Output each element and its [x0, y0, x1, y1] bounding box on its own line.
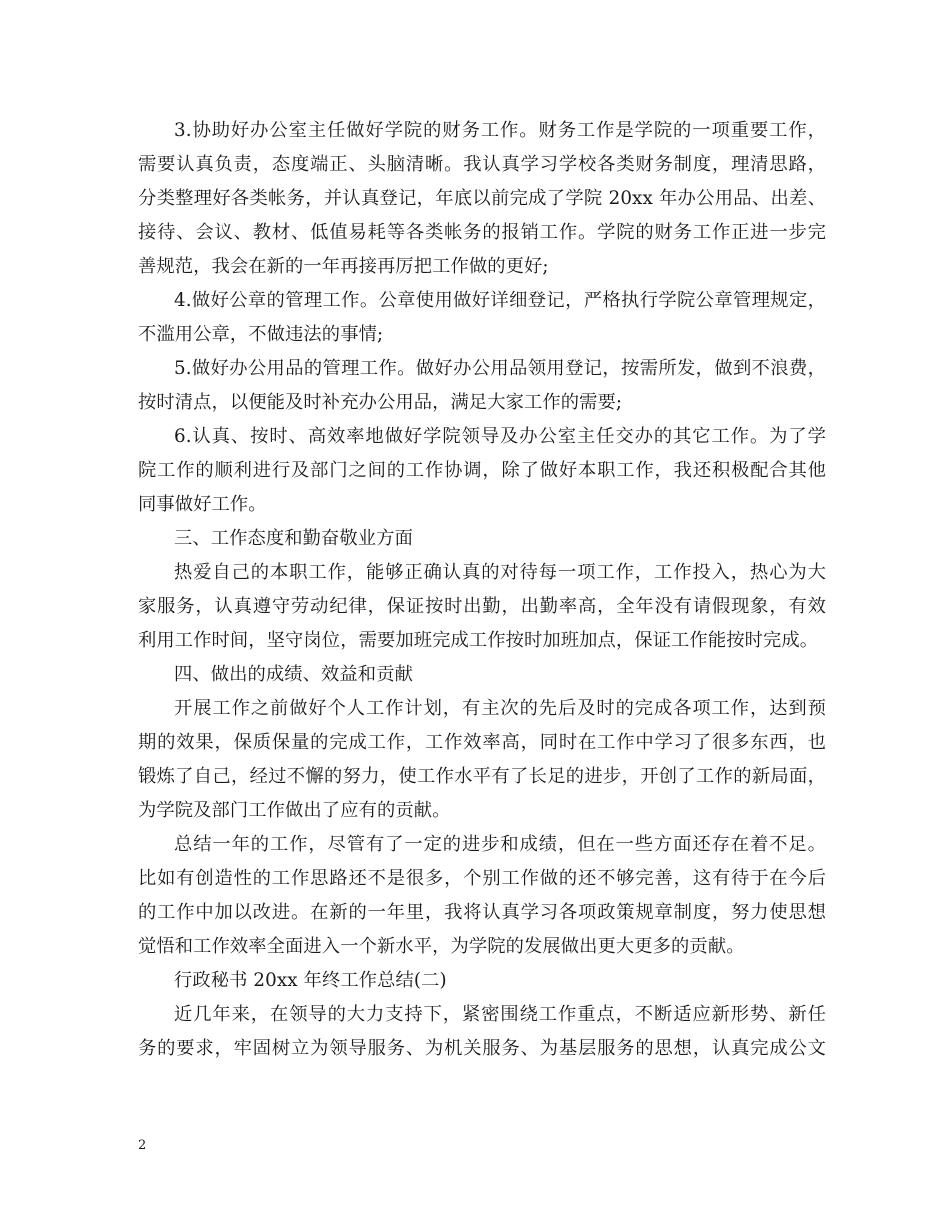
text-line: 比如有创造性的工作思路还不是很多，个别工作做的还不够完善，这有待于在今后: [138, 868, 826, 889]
text-line: 善规范，我会在新的一年再接再厉把工作做的更好;: [138, 256, 549, 277]
text-line: 热爱自己的本职工作，能够正确认真的对待每一项工作，工作投入，热心为大: [174, 562, 826, 583]
document-body: [138, 114, 826, 1066]
text-line: 四、做出的成绩、效益和贡献: [174, 664, 413, 685]
text-line: 总结一年的工作，尽管有了一定的进步和成绩，但在一些方面还存在着不足。: [174, 834, 826, 855]
text-line: 利用工作时间，坚守岗位，需要加班完成工作按时加班加点，保证工作能按时完成。: [138, 630, 819, 651]
paragraph: [138, 998, 826, 1066]
text-line: 院工作的顺利进行及部门之间的工作协调，除了做好本职工作，我还积极配合其他: [138, 460, 826, 481]
text-line: 家服务，认真遵守劳动纪律，保证按时出勤，出勤率高，全年没有请假现象，有效: [138, 596, 826, 617]
text-line: 期的效果，保质保量的完成工作，工作效率高，同时在工作中学习了很多东西，也: [138, 732, 826, 753]
text-line: 觉悟和工作效率全面进入一个新水平，为学院的发展做出更大更多的贡献。: [138, 936, 745, 957]
paragraph: [138, 522, 826, 556]
page-number: 2: [138, 1138, 147, 1153]
text-line: 6.认真、按时、高效率地做好学院领导及办公室主任交办的其它工作。为了学: [174, 426, 826, 447]
text-line: 分类整理好各类帐务，并认真登记，年底以前完成了学院 20xx 年办公用品、出差、: [138, 188, 826, 209]
paragraph: [138, 114, 826, 284]
text-line: 5.做好办公用品的管理工作。做好办公用品领用登记，按需所发，做到不浪费，: [174, 358, 826, 379]
text-line: 近几年来，在领导的大力支持下，紧密围绕工作重点，不断适应新形势、新任: [174, 1004, 826, 1025]
text-line: 开展工作之前做好个人工作计划，有主次的先后及时的完成各项工作，达到预: [174, 698, 826, 719]
paragraph: [138, 556, 826, 658]
text-line: 的工作中加以改进。在新的一年里，我将认真学习各项政策规章制度，努力使思想: [138, 902, 826, 923]
text-line: 按时清点，以便能及时补充办公用品，满足大家工作的需要;: [138, 392, 623, 413]
text-line: 务的要求，牢固树立为领导服务、为机关服务、为基层服务的思想，认真完成公文: [138, 1038, 826, 1059]
paragraph: [138, 964, 826, 998]
paragraph: [138, 658, 826, 692]
paragraph: [138, 352, 826, 420]
text-line: 为学院及部门工作做出了应有的贡献。: [138, 800, 451, 821]
text-line: 不滥用公章，不做违法的事情;: [138, 324, 384, 345]
text-line: 4.做好公章的管理工作。公章使用做好详细登记，严格执行学院公章管理规定，: [174, 290, 826, 311]
text-line: 3.协助好办公室主任做好学院的财务工作。财务工作是学院的一项重要工作，: [174, 120, 826, 141]
text-line: 行政秘书 20xx 年终工作总结(二): [174, 970, 447, 991]
text-line: 锻炼了自己，经过不懈的努力，使工作水平有了长足的进步，开创了工作的新局面，: [138, 766, 826, 787]
text-line: 需要认真负责，态度端正、头脑清晰。我认真学习学校各类财务制度，理清思路，: [138, 154, 826, 175]
paragraph: [138, 692, 826, 828]
text-line: 接待、会议、教材、低值易耗等各类帐务的报销工作。学院的财务工作正进一步完: [138, 222, 826, 243]
paragraph: [138, 284, 826, 352]
paragraph: [138, 828, 826, 964]
text-line: 同事做好工作。: [138, 494, 267, 515]
text-line: 三、工作态度和勤奋敬业方面: [174, 528, 413, 549]
paragraph: [138, 420, 826, 522]
